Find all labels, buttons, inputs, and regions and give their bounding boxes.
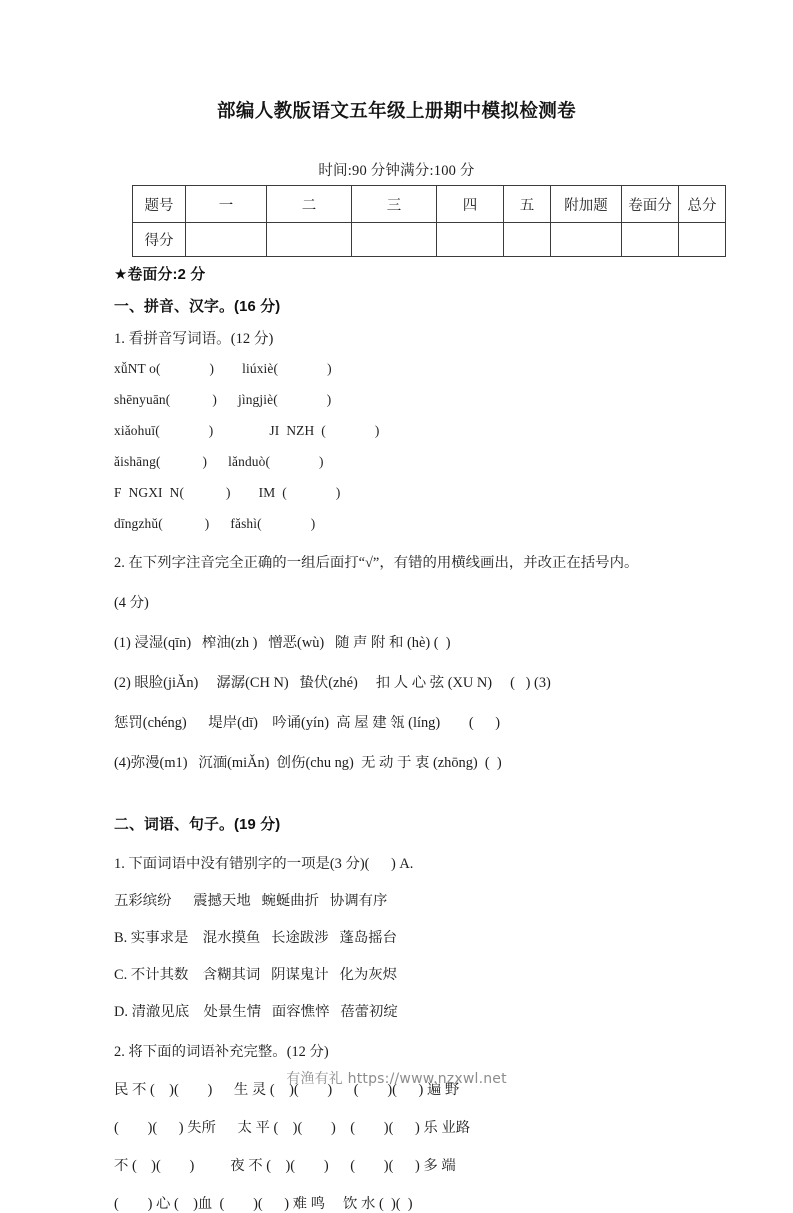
score-cell-4[interactable] bbox=[437, 223, 504, 257]
question-2-1-option-d[interactable]: D. 清澈见底 处景生情 面容憔悴 蓓蕾初绽 bbox=[114, 1003, 398, 1020]
pinyin-row-6: dīngzhǔ( ) fǎshì( ) bbox=[114, 516, 316, 532]
score-table-container bbox=[132, 185, 717, 257]
question-1-1-prompt: 1. 看拼音写词语。(12 分) bbox=[114, 330, 274, 347]
question-1-2-prompt: 2. 在下列字注音完全正确的一组后面打“√”，有错的用横线画出，并改正在括号内。 bbox=[114, 555, 639, 572]
question-1-2-item-1: (1) 浸湿(qīn) 榨油(zh ) 憎恶(wù) 随 声 附 和 (hè) ( ) bbox=[114, 635, 451, 652]
score-cell-3[interactable] bbox=[352, 223, 437, 257]
section-heading-2: 二、词语、句子。(19 分) bbox=[114, 817, 281, 834]
row-label-question-number: 题号 bbox=[133, 186, 186, 223]
column-header-extra: 附加题 bbox=[551, 186, 622, 223]
column-header-1: 一 bbox=[186, 186, 267, 223]
column-header-2: 二 bbox=[267, 186, 352, 223]
pinyin-row-3: xiǎohuī( ) JI NZH ( ) bbox=[114, 423, 380, 439]
section-heading-1: 一、拼音、汉字。(16 分) bbox=[114, 298, 281, 315]
pinyin-row-2: shēnyuān( ) jìngjiè( ) bbox=[114, 392, 332, 408]
footer-watermark: 有渔有礼 https://www.nzxwl.net bbox=[286, 1071, 507, 1087]
question-1-2-points: (4 分) bbox=[114, 595, 149, 612]
pinyin-row-1: xǚNT o( ) liúxiè( ) bbox=[114, 361, 332, 377]
page-title: 部编人教版语文五年级上册期中模拟检测卷 bbox=[216, 100, 577, 121]
column-header-neatness: 卷面分 bbox=[622, 186, 679, 223]
pinyin-row-5: F NGXI N( ) IM ( ) bbox=[114, 485, 341, 501]
score-cell-5[interactable] bbox=[504, 223, 551, 257]
score-table bbox=[132, 185, 726, 257]
column-header-3: 三 bbox=[352, 186, 437, 223]
idiom-row-4: ( ) 心 ( )血 ( )( ) 难 鸣 饮 水 ( )( ) bbox=[114, 1195, 413, 1212]
question-1-2-item-3: 惩罚(chéng) 堤岸(dī) 吟诵(yín) 高 屋 建 瓴 (líng) ( ) bbox=[114, 715, 501, 732]
column-header-4: 四 bbox=[437, 186, 504, 223]
score-cell-neatness[interactable] bbox=[622, 223, 679, 257]
question-1-2-item-2: (2) 眼脸(jiǍn) 潺潺(CH N) 蛰伏(zhé) 扣 人 心 弦 (XU N) ( ) (3) bbox=[114, 675, 551, 692]
pinyin-row-4: ǎishāng( ) lǎnduò( ) bbox=[114, 454, 324, 470]
table-row-question-numbers bbox=[133, 186, 726, 223]
neatness-score-note: ★卷面分:2 分 bbox=[114, 267, 206, 283]
idiom-row-1: 民 不 ( )( ) 生 灵 ( )( ) ( )( ) 遍 野 bbox=[114, 1081, 460, 1098]
score-cell-extra[interactable] bbox=[551, 223, 622, 257]
row-label-score: 得分 bbox=[133, 223, 186, 257]
question-2-1-option-a[interactable]: 五彩缤纷 震撼天地 蜿蜒曲折 协调有序 bbox=[114, 892, 388, 909]
score-cell-1[interactable] bbox=[186, 223, 267, 257]
question-2-1-option-b[interactable]: B. 实事求是 混水摸鱼 长途跋涉 蓬岛摇台 bbox=[114, 929, 398, 946]
question-2-2-prompt: 2. 将下面的词语补充完整。(12 分) bbox=[114, 1043, 329, 1060]
column-header-5: 五 bbox=[504, 186, 551, 223]
exam-meta-line: 时间:90 分钟满分:100 分 bbox=[318, 163, 475, 179]
idiom-row-2: ( )( ) 失所 太 平 ( )( ) ( )( ) 乐 业路 bbox=[114, 1119, 471, 1136]
question-1-2-item-4: (4)弥漫(m1) 沉湎(miǍn) 创伤(chu ng) 无 动 于 衷 (zhōng) ( ) bbox=[114, 755, 502, 772]
score-cell-total[interactable] bbox=[679, 223, 726, 257]
score-cell-2[interactable] bbox=[267, 223, 352, 257]
question-2-1-option-c[interactable]: C. 不计其数 含糊其词 阴谋鬼计 化为灰烬 bbox=[114, 966, 398, 983]
column-header-total: 总分 bbox=[679, 186, 726, 223]
table-row-scores bbox=[133, 223, 726, 257]
idiom-row-3: 不 ( )( ) 夜 不 ( )( ) ( )( ) 多 端 bbox=[114, 1157, 456, 1174]
question-2-1-prompt: 1. 下面词语中没有错别字的一项是(3 分)( ) A. bbox=[114, 855, 414, 872]
